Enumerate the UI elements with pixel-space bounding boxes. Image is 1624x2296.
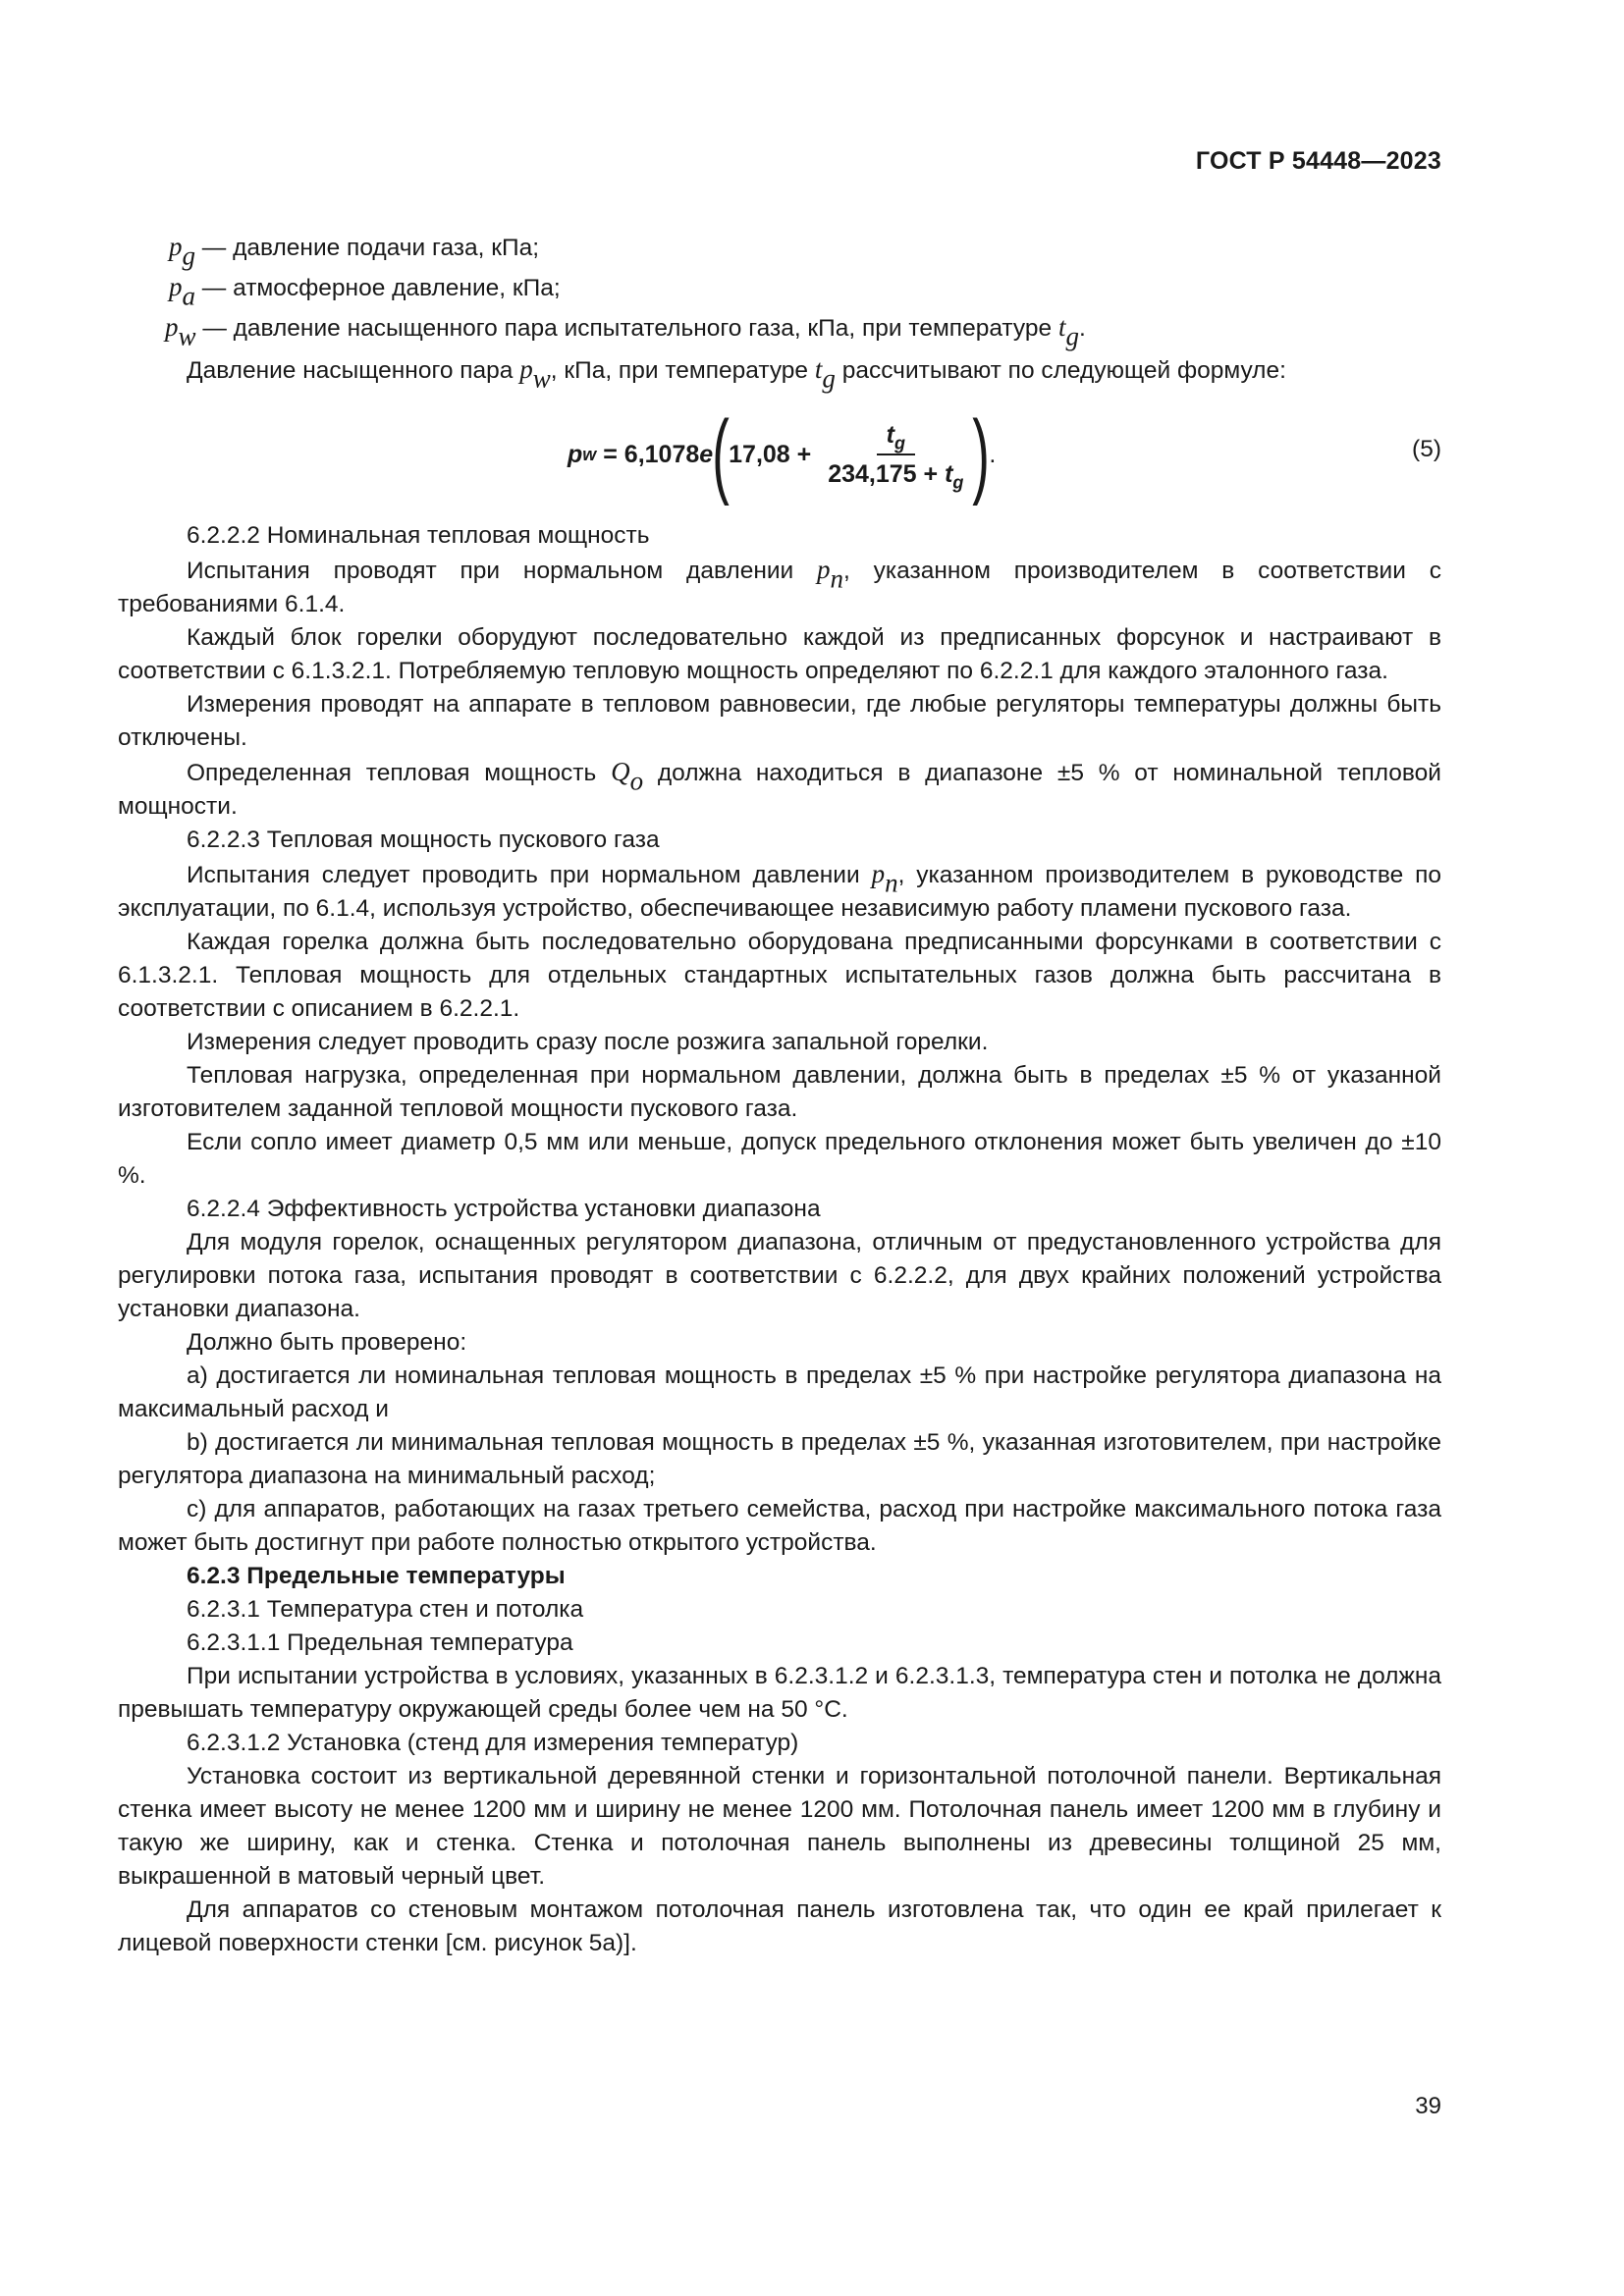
section-6-2-2-4-title: 6.2.2.4 Эффективность устройства установки диапазона <box>187 1196 821 1222</box>
text: , указанном производителем в руководстве по эксплуатации, по 6.1.4, используя устройство, обеспечивающее независимую работу пламени пускового газа. <box>118 862 1441 922</box>
paragraph: Тепловая нагрузка, определенная при нормальном давлении, должна быть в пределах ±5 % от указанной изготовителем заданной тепловой мощности пускового газа. <box>118 1062 1441 1122</box>
paragraph <box>118 755 1441 824</box>
where-item-pg <box>118 232 1441 271</box>
section-6-2-3-title: 6.2.3 Предельные температуры <box>187 1563 566 1589</box>
text: , указанном производителем в соответствии с требованиями 6.1.4. <box>118 558 1441 617</box>
paragraph: Измерения следует проводить сразу после розжига запальной горелки. <box>187 1029 989 1055</box>
paragraph: Для аппаратов со стеновым монтажом потолочная панель изготовлена так, что один ее край прилегает к лицевой поверхности стенки [см. рисунок 5а)]. <box>118 1896 1441 1956</box>
section-6-2-3-1-1-title: 6.2.3.1.1 Предельная температура <box>187 1629 573 1656</box>
formula-block <box>118 400 1441 509</box>
symbol: t <box>814 354 823 384</box>
equation-number: (5) <box>1412 436 1441 462</box>
paragraph: Каждая горелка должна быть последовательно оборудована предписанными форсунками в соответствии с 6.1.3.2.1. Тепловая мощность для отдельных стандартных испытательных газов должна быть рассчитана в соответствии с описанием в 6.2.2.1. <box>118 929 1441 1022</box>
paragraph: Если сопло имеет диаметр 0,5 мм или меньше, допуск предельного отклонения может быть увеличен до ±10 %. <box>118 1129 1441 1189</box>
text: , кПа, при температуре <box>550 357 815 384</box>
formula-const: 17,08 + <box>729 441 819 468</box>
paragraph: Измерения проводят на аппарате в тепловом равновесии, где любые регуляторы температуры должны быть отключены. <box>118 691 1441 751</box>
fraction-numerator <box>877 418 915 455</box>
section-6-2-2-2-title: 6.2.2.2 Номинальная тепловая мощность <box>187 522 650 549</box>
symbol-sub: w <box>532 363 551 394</box>
formula-intro <box>118 352 1441 394</box>
paragraph <box>118 553 1441 621</box>
symbol-sub: a <box>182 281 195 311</box>
symbol: p <box>817 555 831 584</box>
paragraph: Должно быть проверено: <box>187 1329 467 1356</box>
symbol-sub: g <box>182 240 195 271</box>
section-6-2-3-1-title: 6.2.3.1 Температура стен и потолка <box>187 1596 584 1623</box>
definition: — давление подачи газа, кПа; <box>195 235 540 261</box>
left-paren: ( <box>712 401 730 507</box>
definition: — атмосферное давление, кПа; <box>195 275 561 301</box>
formula-coef: = 6,1078 <box>596 441 700 468</box>
symbol-sub: w <box>178 321 196 351</box>
symbol-sub: n <box>830 563 844 594</box>
text: Определенная тепловая мощность <box>187 760 612 786</box>
text: должна находиться в диапазоне ±5 % от номинальной тепловой мощности. <box>118 760 1441 820</box>
symbol: p <box>165 312 179 342</box>
num-var: t <box>886 421 894 449</box>
text: Испытания проводят при нормальном давлении <box>187 558 818 584</box>
formula-lhs: p <box>568 441 583 468</box>
symbol-sub: o <box>629 766 644 796</box>
section-6-2-3-1-2-title: 6.2.3.1.2 Установка (стенд для измерения температур) <box>187 1730 799 1756</box>
page-number: 39 <box>1415 2093 1441 2119</box>
section-6-2-2-3-title: 6.2.2.3 Тепловая мощность пускового газа <box>187 827 660 853</box>
symbol: Q <box>611 757 630 786</box>
symbol: t <box>1057 312 1066 342</box>
paragraph: Каждый блок горелки оборудуют последовательно каждой из предписанных форсунок и настраивают в соответствии с 6.1.3.2.1. Потребляемую тепловую мощность определяют по 6.2.2.1 для каждого эталонного газа. <box>118 624 1441 684</box>
fraction <box>822 418 969 491</box>
fraction-denominator <box>822 455 969 491</box>
list-item-b: b) достигается ли минимальная тепловая мощность в пределах ±5 %, указанная изготовителем, при настройке регулятора диапазона на минимальный расход; <box>118 1429 1441 1489</box>
punctuation: . <box>1078 315 1086 342</box>
where-item-pa <box>118 272 1441 311</box>
den-var: t <box>945 460 953 488</box>
formula-e: e <box>699 441 714 468</box>
symbol: p <box>519 354 533 384</box>
document-header: ГОСТ Р 54448—2023 <box>1195 147 1441 175</box>
saturated-vapor-formula: p w = 6,1078 e ( 17,08 + $\frac{t_g}{234,175 + t_g}$ ) . <box>568 401 997 507</box>
symbol-sub: g <box>822 363 836 394</box>
paragraph: Установка состоит из вертикальной деревянной стенки и горизонтальной потолочной панели. Вертикальная стенка имеет высоту не менее 1200 мм и ширину не менее 1200 мм. Потолочная панель имеет 1200 мм в глубину и такую же ширину, как и стенка. Стенка и потолочная панель выполнены из древесины толщиной 25 мм, выкрашенной в матовый черный цвет. <box>118 1763 1441 1890</box>
symbol: p <box>871 859 886 888</box>
paragraph: При испытании устройства в условиях, указанных в 6.2.3.1.2 и 6.2.3.1.3, температура стен и потолка не должна превышать температуру окружающей среды более чем на 50 °С. <box>118 1663 1441 1723</box>
den-sub: g <box>952 472 964 493</box>
symbol-sub: g <box>1065 321 1079 351</box>
num-sub: g <box>893 433 905 454</box>
where-item-pw <box>118 312 1441 351</box>
symbol: p <box>169 272 183 301</box>
symbol: p <box>169 232 183 261</box>
definition: — давление насыщенного пара испытательного газа, кПа, при температуре <box>195 315 1058 342</box>
text: Испытания следует проводить при нормальном давлении <box>187 862 872 888</box>
paragraph <box>118 857 1441 926</box>
den-const: 234,175 + <box>828 460 946 488</box>
text: Давление насыщенного пара <box>187 357 520 384</box>
text: рассчитывают по следующей формуле: <box>835 357 1286 384</box>
page-body <box>118 232 1441 1960</box>
right-paren: ) <box>972 401 991 507</box>
paragraph: Для модуля горелок, оснащенных регулятором диапазона, отличным от предустановленного устройства для регулировки потока газа, испытания проводят в соответствии с 6.2.2.2, для двух крайних положений устройства установки диапазона. <box>118 1229 1441 1322</box>
symbol-sub: n <box>885 868 898 898</box>
formula-end: . <box>989 441 997 468</box>
list-item-c: c) для аппаратов, работающих на газах третьего семейства, расход при настройке максимального потока газа может быть достигнут при работе полностью открытого устройства. <box>118 1496 1441 1556</box>
list-item-a: a) достигается ли номинальная тепловая мощность в пределах ±5 % при настройке регулятора диапазона на максимальный расход и <box>118 1362 1441 1422</box>
